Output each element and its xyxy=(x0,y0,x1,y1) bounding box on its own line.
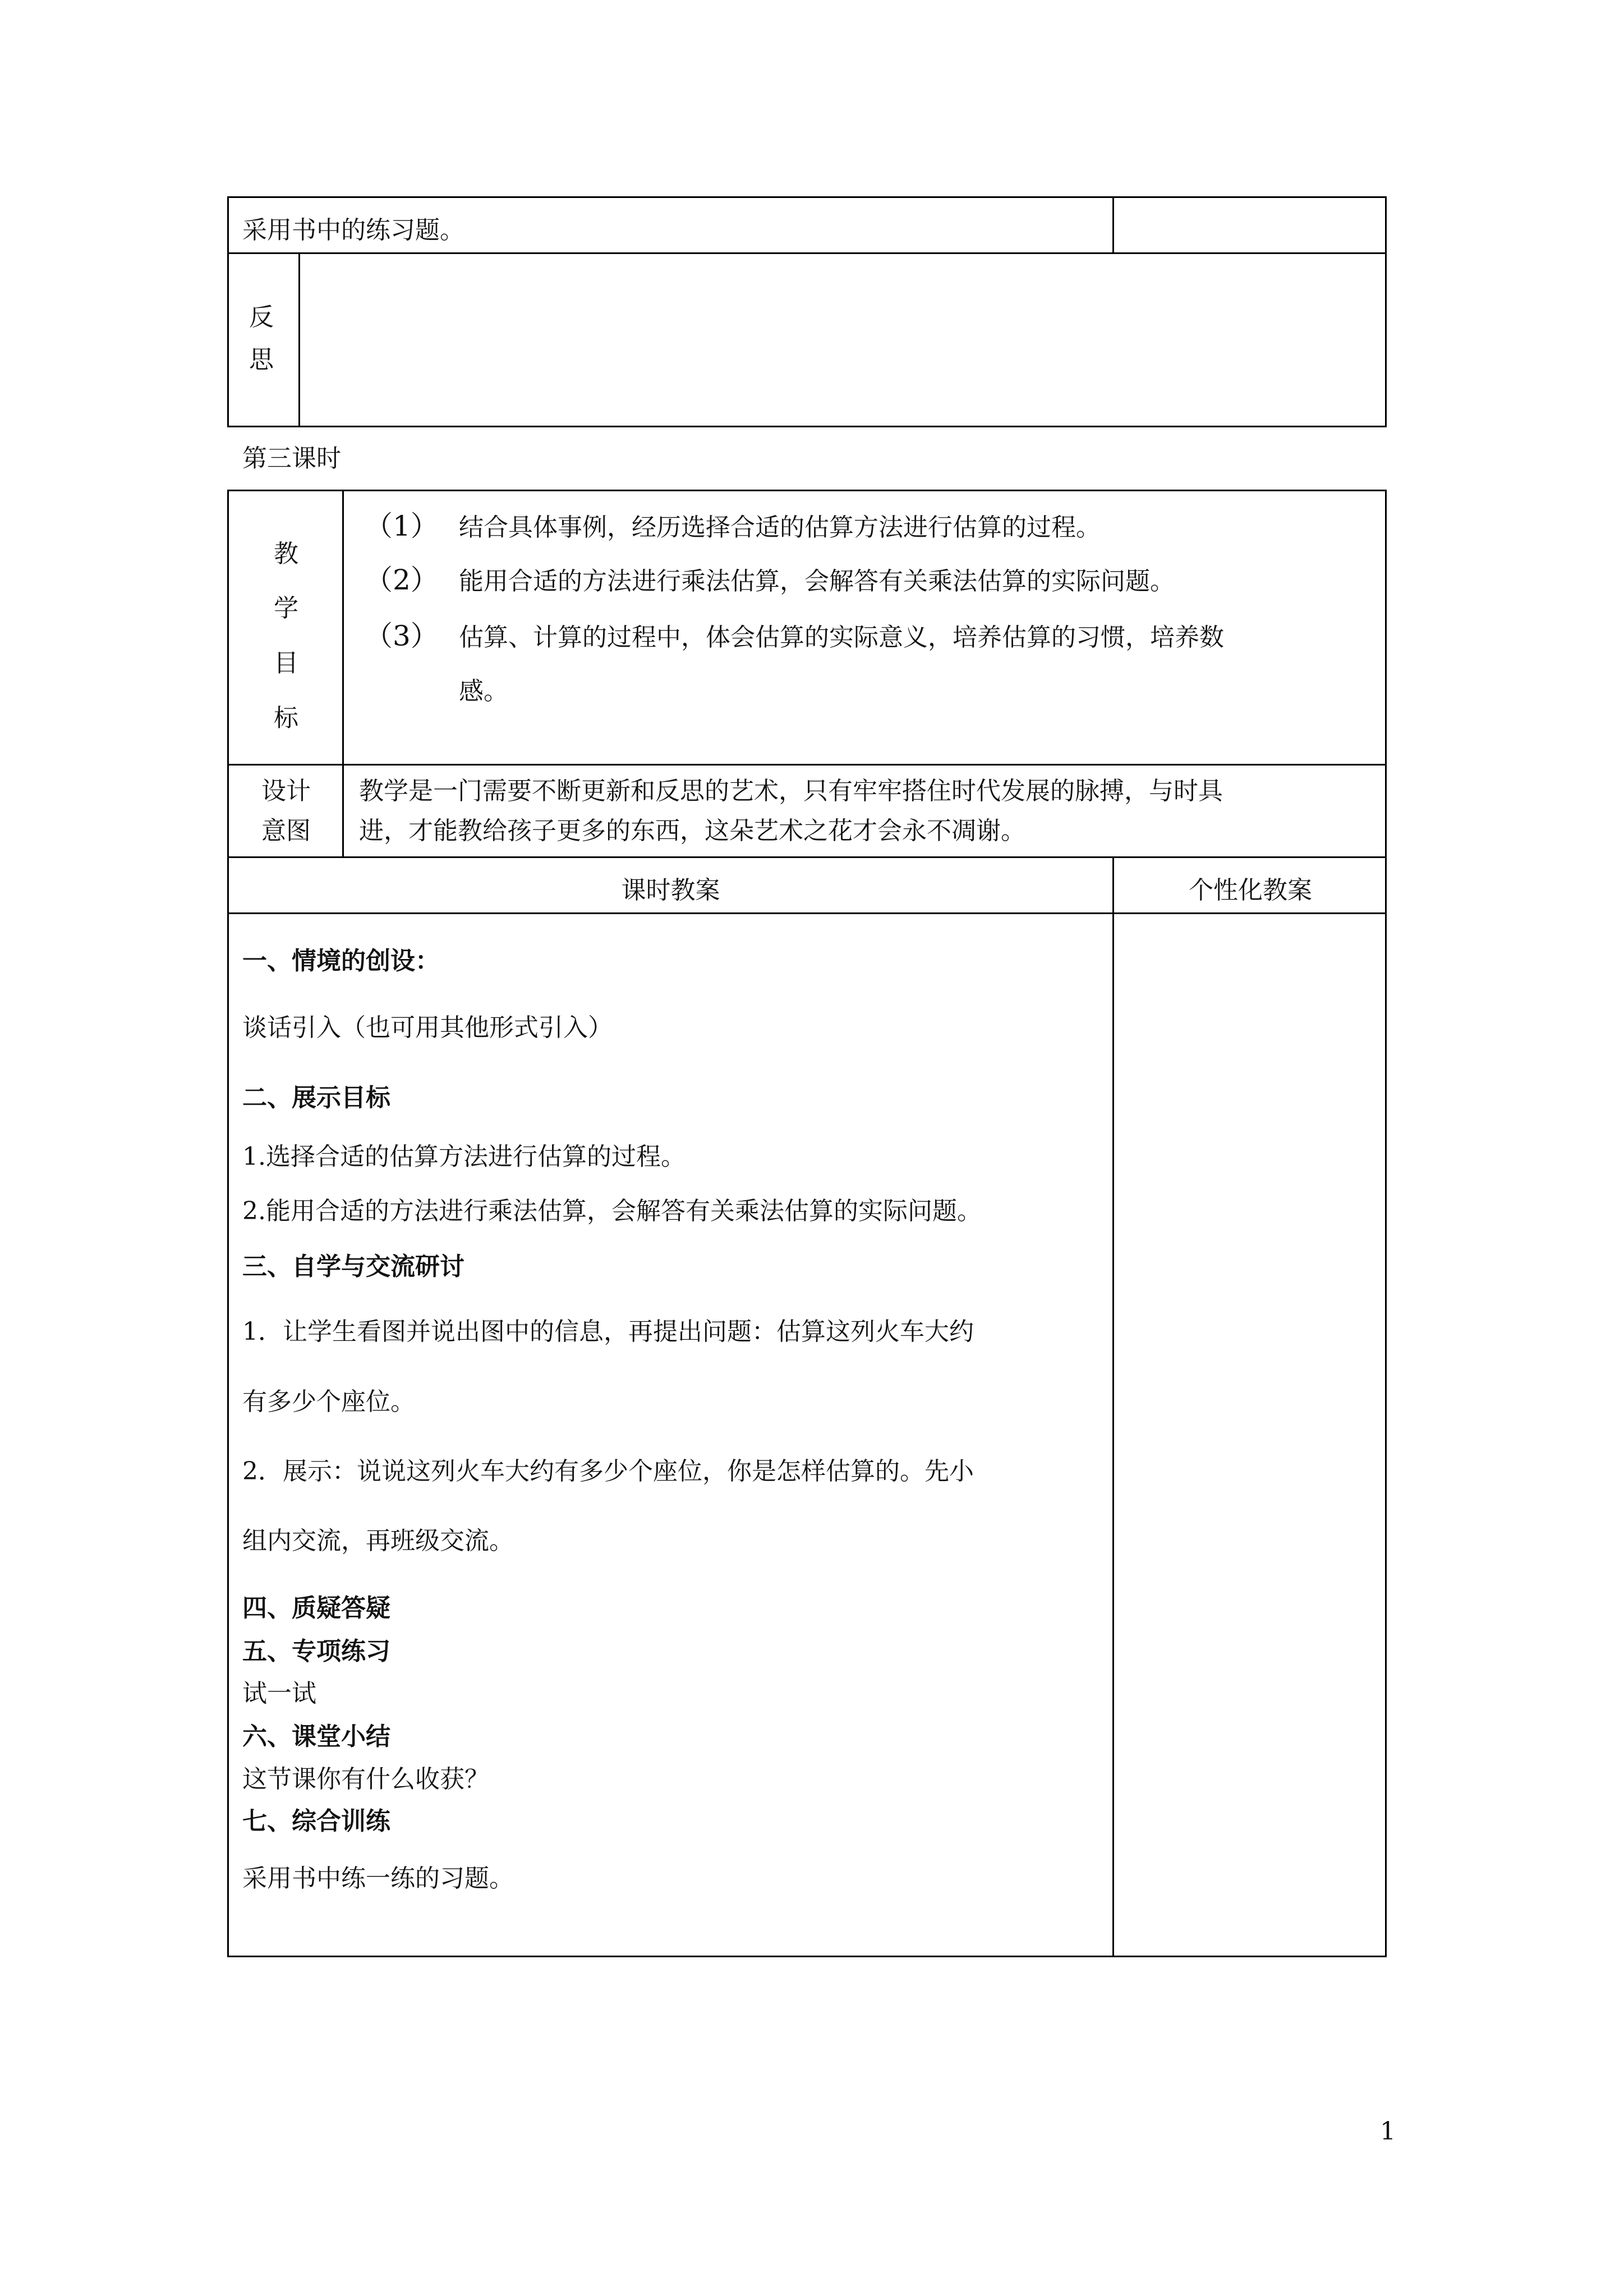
section-2-title: 二、展示目标 xyxy=(242,1084,390,1112)
design-text-line-1: 教学是一门需要不断更新和反思的艺术，只有牢牢搭住时代发展的脉搏，与时具 xyxy=(359,777,1223,805)
goal-1-number: （1） xyxy=(365,510,439,542)
section-6-text: 这节课你有什么收获？ xyxy=(242,1765,489,1794)
goal-1-text: 结合具体事例，经历选择合适的估算方法进行估算的过程。 xyxy=(459,513,1101,542)
section-2-item-1: 1.选择合适的估算方法进行估算的过程。 xyxy=(242,1142,686,1171)
lesson-title: 第三课时 xyxy=(242,444,341,473)
exercise-text: 采用书中的练习题。 xyxy=(242,216,464,245)
section-3-item-2a: 2．展示：说说这列火车大约有多少个座位，你是怎样估算的。先小 xyxy=(242,1457,974,1486)
section-3-item-1a: 1．让学生看图并说出图中的信息，再提出问题：估算这列火车大约 xyxy=(242,1317,974,1346)
section-7-title: 七、综合训练 xyxy=(242,1807,390,1836)
goals-label-3: 目 xyxy=(274,649,298,677)
section-3-title: 三、自学与交流研讨 xyxy=(242,1252,464,1281)
design-label-2: 意图 xyxy=(261,817,311,845)
lesson-plan-header: 课时教案 xyxy=(621,876,720,905)
section-4-title: 四、质疑答疑 xyxy=(242,1594,390,1622)
section-3-item-2b: 组内交流，再班级交流。 xyxy=(242,1527,514,1555)
goal-3-text-continued: 感。 xyxy=(459,677,508,706)
design-label-1: 设计 xyxy=(261,777,311,805)
goal-3-text: 估算、计算的过程中，体会估算的实际意义，培养估算的习惯，培养数 xyxy=(459,623,1224,652)
section-2-item-2: 2.能用合适的方法进行乘法估算，会解答有关乘法估算的实际问题。 xyxy=(242,1197,982,1225)
main-table-column-divider xyxy=(1112,856,1114,1957)
reflection-label-1: 反 xyxy=(249,303,274,331)
design-text-line-2: 进，才能教给孩子更多的东西，这朵艺术之花才会永不凋谢。 xyxy=(359,817,1025,845)
goal-3-number: （3） xyxy=(365,620,439,652)
section-6-title: 六、课堂小结 xyxy=(242,1722,390,1751)
goals-label-4: 标 xyxy=(274,704,298,732)
section-3-item-1b: 有多少个座位。 xyxy=(242,1387,415,1416)
main-table-row-divider-1 xyxy=(227,764,1387,766)
goal-2-text: 能用合适的方法进行乘法估算，会解答有关乘法估算的实际问题。 xyxy=(459,567,1175,596)
top-table-label-divider xyxy=(298,252,300,427)
page-number: 1 xyxy=(1380,2117,1396,2146)
section-1-text: 谈话引入（也可用其他形式引入） xyxy=(242,1013,613,1042)
top-table-right-column-divider xyxy=(1112,196,1114,253)
section-5-text: 试一试 xyxy=(242,1679,316,1708)
section-5-title: 五、专项练习 xyxy=(242,1637,390,1666)
main-table-row-divider-3 xyxy=(227,912,1387,914)
goal-2-number: （2） xyxy=(365,564,439,596)
reflection-label-2: 思 xyxy=(249,345,274,374)
main-table-row-divider-2 xyxy=(227,856,1387,858)
goals-label-1: 教 xyxy=(274,540,298,568)
section-1-title: 一、情境的创设： xyxy=(242,947,440,975)
main-table-label-divider xyxy=(342,490,344,858)
goals-label-2: 学 xyxy=(274,594,298,623)
section-7-text: 采用书中练一练的习题。 xyxy=(242,1864,514,1893)
top-table-divider xyxy=(227,252,1387,254)
personal-plan-header: 个性化教案 xyxy=(1189,876,1312,905)
